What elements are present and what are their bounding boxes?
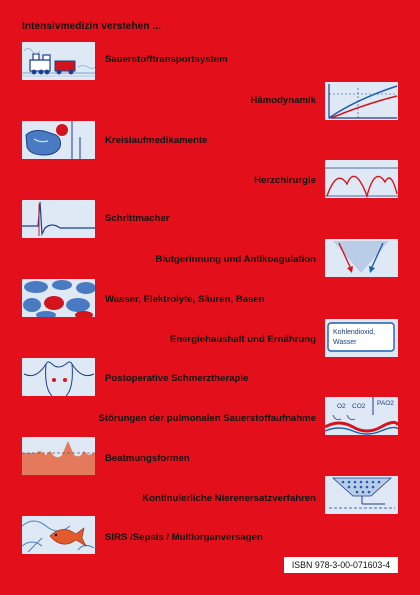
fish-icon [22, 516, 95, 554]
ventilation-curve-icon [22, 437, 95, 475]
co2-label: CO2 [352, 403, 366, 410]
topic-label-sauerstofftransport: Sauerstofftransportsystem [105, 54, 228, 65]
arterial-wave-icon [325, 160, 398, 198]
topic-label-schmerztherapie: Postoperative Schmerztherapie [105, 373, 249, 384]
cover-heading: Intensivmedizin verstehen ... [22, 21, 162, 32]
isbn-label: ISBN 978-3-00-071603-4 [284, 557, 398, 573]
topic-label-wasser-elektrolyte: Wasser, Elektrolyte, Säuren, Basen [105, 294, 265, 305]
topic-label-nierenersatzverfahren: Kontinuierliche Nierenersatzverfahren [142, 493, 316, 504]
figure-sketch-icon [22, 358, 95, 396]
pao2-label: PAO2 [377, 400, 394, 407]
topic-label-sirs-sepsis: SIRS /Sepsis / Multiorganversagen [105, 532, 263, 543]
heart-organ-icon [22, 121, 95, 159]
topic-label-blutgerinnung: Blutgerinnung und Antikoagulation [155, 254, 316, 265]
funnel-arrows-icon [325, 239, 398, 277]
train-icon [22, 42, 95, 80]
topic-label-beatmungsformen: Beatmungsformen [105, 453, 190, 464]
topic-label-pulmonale-sauerstoffaufnahme: Störungen der pulmonalen Sauerstoffaufnahme [98, 413, 316, 424]
note-box-line2: Wasser [333, 339, 357, 346]
filter-icon [325, 476, 398, 514]
cells-icon [22, 279, 95, 317]
topic-label-schrittmacher: Schrittmacher [105, 213, 170, 224]
topic-label-energiehaushalt: Energiehaushalt und Ernährung [169, 334, 316, 345]
ecg-spike-icon [22, 200, 95, 238]
note-box-line1: Kohlendioxid, [333, 329, 376, 336]
curve-graph-icon [325, 82, 398, 120]
gas-exchange-icon [325, 397, 398, 435]
topic-label-herzchirurgie: Herzchirurgie [254, 175, 316, 186]
topic-label-haemodynamik: Hämodynamik [250, 95, 316, 106]
topic-label-kreislaufmedikamente: Kreislaufmedikamente [105, 135, 208, 146]
o2-label: O2 [337, 403, 346, 410]
note-box-icon [325, 319, 398, 357]
